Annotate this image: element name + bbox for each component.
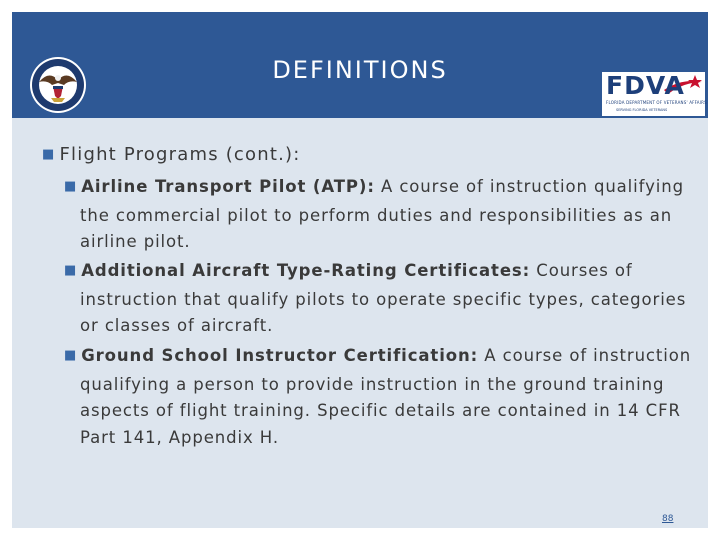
item-term: Ground School Instructor Certification:	[81, 346, 479, 365]
item-term: Airline Transport Pilot (ATP):	[81, 177, 375, 196]
list-item	[64, 258, 700, 340]
section-heading	[42, 144, 301, 165]
fdva-logo	[602, 72, 705, 116]
page-title: DEFINITIONS	[272, 56, 448, 84]
item-text: A course of instruction qualifying a person to provide instruction in the ground training aspects of flight training. Specific details are contained in 14 CFR Part 141, Appendix H.	[80, 346, 692, 447]
page-number: 88	[662, 514, 674, 524]
fdva-logo-text: FDVA	[606, 71, 685, 100]
header-bar	[12, 12, 708, 118]
item-term: Additional Aircraft Type-Rating Certificates:	[81, 261, 531, 280]
item-text: Courses of instruction that qualify pilots to operate specific types, categories or classes of aircraft.	[80, 261, 687, 335]
fdva-logo-tagline: SERVING FLORIDA VETERANS	[616, 108, 668, 112]
square-bullet-icon: ■	[64, 179, 78, 194]
item-text: A course of instruction qualifying the commercial pilot to perform duties and responsibilities as an airline pilot.	[80, 177, 684, 251]
fdva-logo-subtitle: FLORIDA DEPARTMENT OF VETERANS' AFFAIRS	[606, 100, 707, 105]
section-heading-text: Flight Programs (cont.):	[59, 144, 301, 165]
slide	[12, 12, 708, 528]
square-bullet-icon: ■	[64, 348, 78, 363]
square-bullet-icon: ■	[42, 147, 56, 162]
content-area	[12, 118, 708, 528]
list-item	[64, 343, 700, 451]
square-bullet-icon: ■	[64, 263, 78, 278]
list-item	[64, 174, 700, 256]
